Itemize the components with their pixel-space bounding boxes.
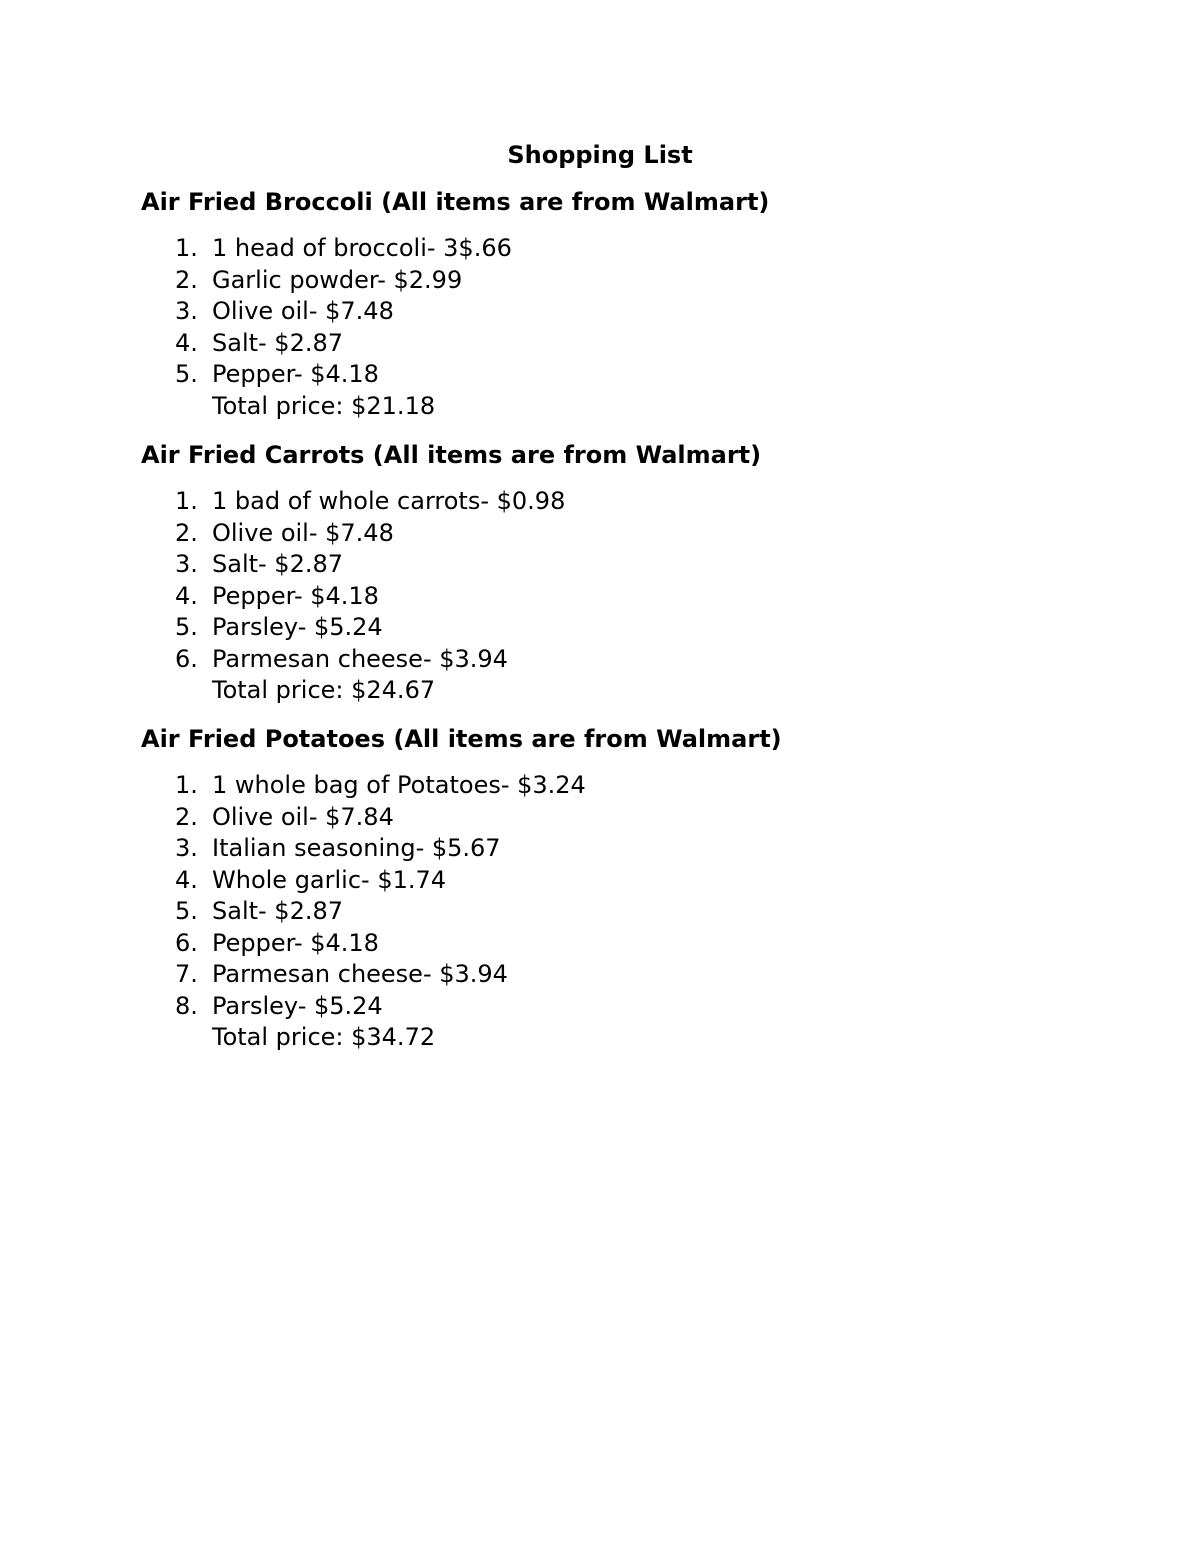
item-text: Olive oil- $7.84: [212, 802, 394, 831]
item-number: 1.: [175, 234, 198, 262]
list-item: [141, 265, 1041, 297]
item-list: [141, 233, 1041, 391]
item-text: Garlic powder- $2.99: [212, 265, 463, 294]
section-broccoli: [141, 186, 1041, 422]
item-number: 1.: [175, 771, 198, 799]
item-number: 7.: [175, 960, 198, 988]
section-heading: Air Fried Carrots (All items are from Walmart): [141, 441, 762, 469]
total-price: Total price: $21.18: [212, 391, 436, 420]
list-item: [141, 328, 1041, 360]
item-number: 3.: [175, 834, 198, 862]
item-text: Pepper- $4.18: [212, 581, 379, 610]
item-number: 5.: [175, 897, 198, 925]
item-text: 1 whole bag of Potatoes- $3.24: [212, 771, 586, 799]
list-item: [141, 549, 1041, 581]
item-number: 6.: [175, 928, 198, 957]
section-potatoes: [141, 723, 1041, 1054]
list-item: [141, 644, 1041, 676]
list-item: [141, 802, 1041, 834]
item-number: 3.: [175, 297, 198, 325]
item-text: Olive oil- $7.48: [212, 518, 394, 547]
item-text: Parsley- $5.24: [212, 991, 383, 1020]
item-number: 2.: [175, 802, 198, 831]
list-item: [141, 833, 1041, 865]
item-number: 4.: [175, 865, 198, 894]
item-number: 5.: [175, 360, 198, 388]
list-item: [141, 296, 1041, 328]
list-item: [141, 486, 1041, 518]
document-title: Shopping List: [507, 141, 693, 169]
item-list: [141, 770, 1041, 1022]
item-number: 2.: [175, 265, 198, 294]
item-number: 1.: [175, 487, 198, 515]
list-item: [141, 865, 1041, 897]
item-text: 1 head of broccoli- 3$.66: [212, 234, 512, 262]
item-text: Olive oil- $7.48: [212, 297, 394, 325]
total-price: Total price: $34.72: [212, 1023, 436, 1051]
section-heading: Air Fried Broccoli (All items are from Walmart): [141, 188, 770, 216]
item-text: Salt- $2.87: [212, 328, 344, 357]
section-heading: Air Fried Potatoes (All items are from Walmart): [141, 725, 782, 753]
list-item: [141, 359, 1041, 391]
item-number: 6.: [175, 644, 198, 673]
item-text: Whole garlic- $1.74: [212, 865, 447, 894]
item-number: 2.: [175, 518, 198, 547]
list-item: [141, 581, 1041, 613]
item-number: 4.: [175, 328, 198, 357]
item-text: Salt- $2.87: [212, 897, 344, 925]
item-number: 5.: [175, 613, 198, 641]
total-price: Total price: $24.67: [212, 676, 436, 704]
item-number: 8.: [175, 991, 198, 1020]
item-text: Italian seasoning- $5.67: [212, 834, 501, 862]
list-item: [141, 233, 1041, 265]
list-item: [141, 896, 1041, 928]
item-text: Salt- $2.87: [212, 550, 344, 578]
list-item: [141, 928, 1041, 960]
item-number: 4.: [175, 581, 198, 610]
list-item: [141, 770, 1041, 802]
item-number: 3.: [175, 550, 198, 578]
item-text: Parsley- $5.24: [212, 613, 383, 641]
item-text: 1 bad of whole carrots- $0.98: [212, 487, 566, 515]
item-text: Pepper- $4.18: [212, 360, 379, 388]
item-text: Parmesan cheese- $3.94: [212, 960, 508, 988]
item-text: Parmesan cheese- $3.94: [212, 644, 508, 673]
item-list: [141, 486, 1041, 675]
list-item: [141, 991, 1041, 1023]
list-item: [141, 959, 1041, 991]
section-carrots: [141, 439, 1041, 707]
item-text: Pepper- $4.18: [212, 928, 379, 957]
list-item: [141, 612, 1041, 644]
list-item: [141, 518, 1041, 550]
